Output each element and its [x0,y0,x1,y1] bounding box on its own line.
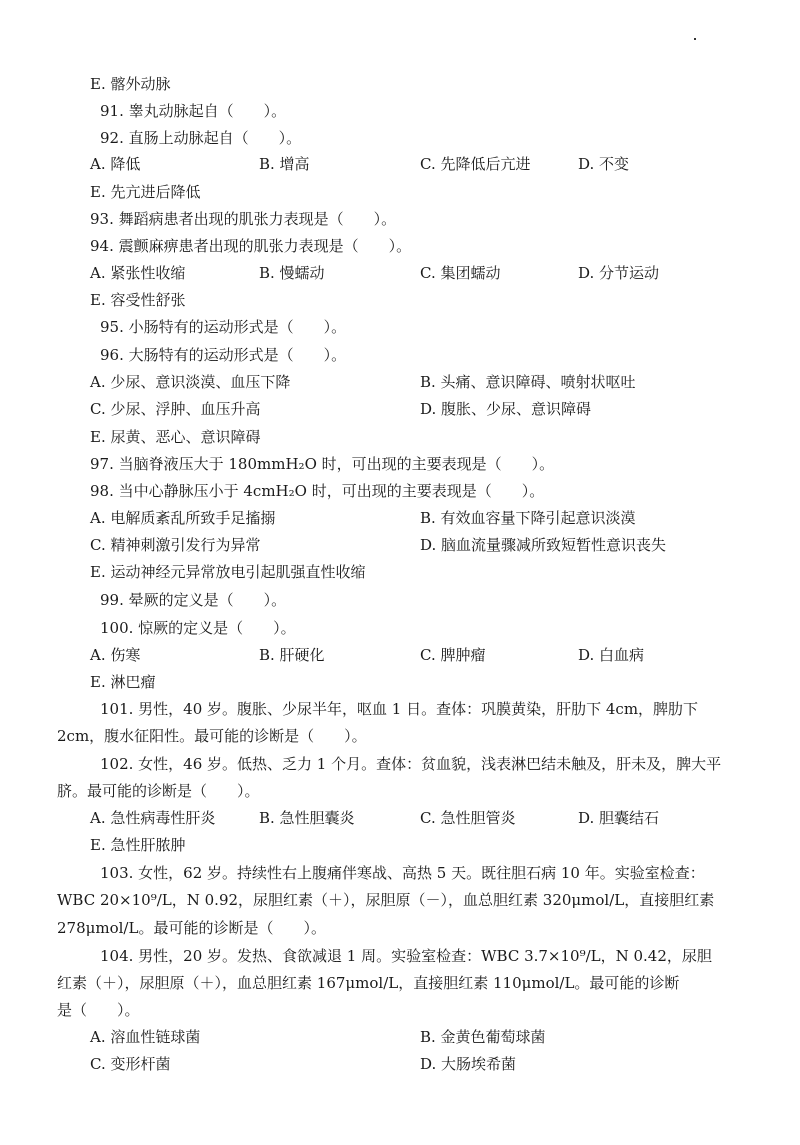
text-line [0,998,800,1022]
text-line [0,234,800,258]
question-text: 103. 女性，62 岁。持续性右上腹痛伴寒战、高热 5 天。既往胆石病 10 年。实验室检查： [100,864,705,882]
answer-option: A. 紧张性收缩 [90,264,186,282]
text-line [0,643,800,667]
answer-option: C. 集团蠕动 [420,264,501,282]
answer-option: D. 大肠埃希菌 [420,1055,517,1073]
question-text: E. 运动神经元异常放电引起肌强直性收缩 [90,563,366,581]
text-line [0,616,800,640]
text-line [0,724,800,748]
question-text: 100. 惊厥的定义是（ ）。 [100,619,296,637]
text-line [0,833,800,857]
text-line [0,670,800,694]
question-text: 脐。最可能的诊断是（ ）。 [57,782,260,800]
question-text: E. 先亢进后降低 [90,183,201,201]
text-line [0,315,800,339]
answer-option: C. 急性胆管炎 [420,809,516,827]
answer-option: D. 腹胀、少尿、意识障碍 [420,400,592,418]
scan-speck [694,38,696,40]
question-text: E. 急性肝脓肿 [90,836,186,854]
text-line [0,152,800,176]
text-line [0,261,800,285]
answer-option: A. 急性病毒性肝炎 [90,809,216,827]
text-line [0,1025,800,1049]
question-text: 97. 当脑脊液压大于 180mmH₂O 时，可出现的主要表现是（ ）。 [90,455,555,473]
question-text: 98. 当中心静脉压小于 4cmH₂O 时，可出现的主要表现是（ ）。 [90,482,545,500]
text-line [0,916,800,940]
text-line [0,533,800,557]
text-line [0,479,800,503]
answer-option: D. 分节运动 [578,264,660,282]
answer-option: A. 降低 [90,155,141,173]
question-text: 104. 男性，20 岁。发热、食欲减退 1 周。实验室检查：WBC 3.7×10⁹/L，N 0.42，尿胆 [100,947,712,965]
answer-option: B. 急性胆囊炎 [259,809,355,827]
answer-option: C. 先降低后亢进 [420,155,531,173]
text-line [0,126,800,150]
answer-option: A. 少尿、意识淡漠、血压下降 [90,373,291,391]
question-text: 93. 舞蹈病患者出现的肌张力表现是（ ）。 [90,210,397,228]
text-line [0,588,800,612]
answer-option: C. 脾肿瘤 [420,646,486,664]
question-text: WBC 20×10⁹/L，N 0.92，尿胆红素（＋），尿胆原（－），血总胆红素 320μmol/L，直接胆红素 [57,891,715,909]
answer-option: C. 少尿、浮肿、血压升高 [90,400,261,418]
question-text: 2cm，腹水征阳性。最可能的诊断是（ ）。 [57,727,367,745]
question-text: 102. 女性，46 岁。低热、乏力 1 个月。查体：贫血貌，浅表淋巴结未触及，肝未及，脾大平 [100,755,722,773]
question-text: E. 髂外动脉 [90,75,171,93]
question-text: 96. 大肠特有的运动形式是（ ）。 [100,346,347,364]
question-text: 278μmol/L。最可能的诊断是（ ）。 [57,919,326,937]
text-line [0,207,800,231]
text-line [0,697,800,721]
answer-option: D. 不变 [578,155,630,173]
question-text: 95. 小肠特有的运动形式是（ ）。 [100,318,347,336]
text-line [0,370,800,394]
answer-option: D. 胆囊结石 [578,809,660,827]
text-line [0,343,800,367]
question-text: 红素（＋），尿胆原（＋），血总胆红素 167μmol/L，直接胆红素 110μmol/L。最可能的诊断 [57,974,680,992]
question-text: 是（ ）。 [57,1001,140,1019]
answer-option: D. 脑血流量骤减所致短暂性意识丧失 [420,536,667,554]
text-line [0,288,800,312]
text-line [0,397,800,421]
answer-option: B. 有效血容量下降引起意识淡漠 [420,509,636,527]
answer-option: A. 伤寒 [90,646,141,664]
answer-option: B. 肝硬化 [259,646,325,664]
question-text: 94. 震颤麻痹患者出现的肌张力表现是（ ）。 [90,237,412,255]
text-line [0,752,800,776]
answer-option: B. 头痛、意识障碍、喷射状呕吐 [420,373,636,391]
answer-option: C. 变形杆菌 [90,1055,171,1073]
text-line [0,425,800,449]
question-text: 101. 男性，40 岁。腹胀、少尿半年，呕血 1 日。查体：巩膜黄染，肝肋下 4cm，脾肋下 [100,700,699,718]
question-text: 99. 晕厥的定义是（ ）。 [100,591,287,609]
text-line [0,452,800,476]
text-line [0,180,800,204]
text-line [0,779,800,803]
answer-option: A. 溶血性链球菌 [90,1028,201,1046]
question-text: 91. 睾丸动脉起自（ ）。 [100,102,287,120]
answer-option: D. 白血病 [578,646,645,664]
question-text: E. 容受性舒张 [90,291,186,309]
text-line [0,971,800,995]
question-text: E. 尿黄、恶心、意识障碍 [90,428,261,446]
text-line [0,506,800,530]
text-line [0,888,800,912]
question-text: 92. 直肠上动脉起自（ ）。 [100,129,302,147]
answer-option: B. 增高 [259,155,310,173]
text-line [0,861,800,885]
text-line [0,944,800,968]
answer-option: B. 金黄色葡萄球菌 [420,1028,546,1046]
text-line [0,72,800,96]
answer-option: A. 电解质紊乱所致手足搐搦 [90,509,276,527]
question-text: E. 淋巴瘤 [90,673,156,691]
answer-option: B. 慢蠕动 [259,264,325,282]
text-line [0,1052,800,1076]
text-line [0,560,800,584]
answer-option: C. 精神刺激引发行为异常 [90,536,261,554]
text-line [0,806,800,830]
text-line [0,99,800,123]
